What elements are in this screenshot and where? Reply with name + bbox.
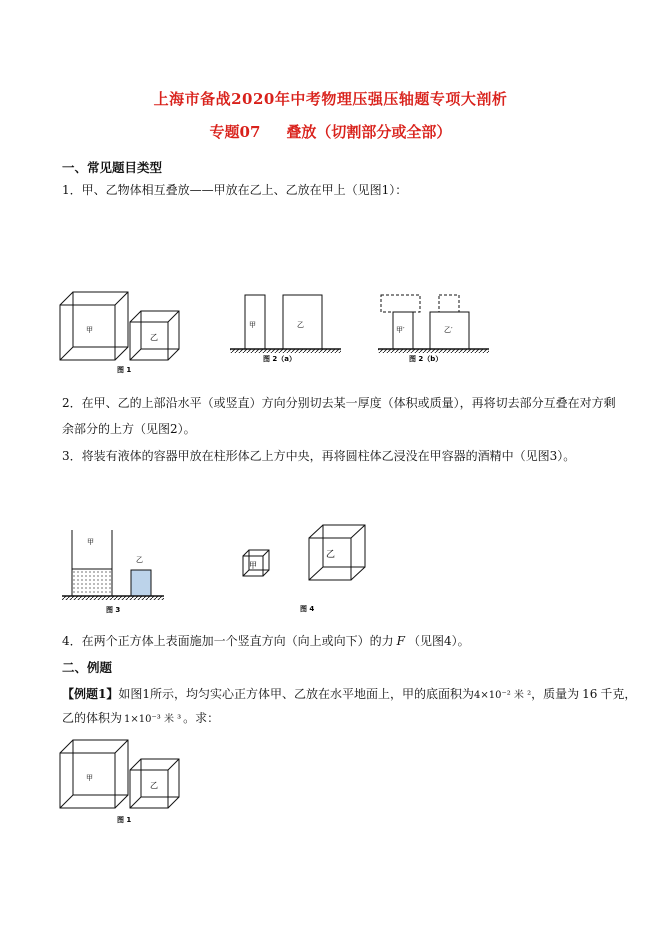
fig1-label-jia: 甲 [86,326,93,334]
fig4-caption: 图 4 [300,605,315,613]
title-line-2 [0,121,661,142]
cylinder-yi-fill [131,570,151,596]
fig3-label-yi: 乙 [136,556,143,564]
topic-number: 专题07 [209,123,261,141]
fig1-caption: 图 1 [117,366,132,374]
force-symbol: F [396,634,405,648]
example-text-a: 如图1所示，均匀实心正方体甲、乙放在水平地面上，甲的底面积为 [118,687,474,701]
fig3-label-jia: 甲 [87,538,94,546]
example-mass: 16 [582,687,598,701]
example-text-b: ，质量为 [531,687,580,701]
fig2b-caption: 图 2（b） [409,355,443,363]
fig2a-label-jia: 甲 [249,321,256,329]
fig2b-label-yi-prime: 乙′ [444,326,453,334]
fig1b-label-yi: 乙 [150,781,158,790]
example-tag: 【例题1】 [62,687,119,701]
fig4-label-jia: 甲 [249,561,257,570]
item-2-line-2: 余部分的上方（见图2）。 [62,422,196,436]
cut-piece-jia [439,295,459,312]
fig1b-caption: 图 1 [117,816,132,824]
example-area: 4×10⁻² 米 ² [474,690,532,701]
fig2b-label-jia-prime: 甲′ [396,326,405,334]
title-line-1: 上海市备战2020年中考物理压强压轴题专项大剖析 [153,90,508,108]
item-4-text: 4．在两个正方体上表面施加一个竖直方向（向上或向下）的力 [62,634,394,648]
item-3: 3．将装有液体的容器甲放在柱形体乙上方中央，再将圆柱体乙浸没在甲容器的酒精中（见图3）。 [62,449,576,463]
ground-hatch-2b [378,349,489,353]
cut-piece-yi [381,295,420,312]
item-1: 1．甲、乙物体相互叠放——甲放在乙上、乙放在甲上（见图1）： [62,183,408,197]
item-4 [62,631,470,651]
figure-1-top [55,288,195,378]
item-4-end: （见图4）。 [407,634,470,648]
section-2-heading: 二、例题 [62,660,113,675]
ground-hatch [230,349,341,353]
figure-3 [60,526,170,616]
fig2a-caption: 图 2（a） [263,355,297,363]
figure-4 [238,522,378,617]
figure-1-bottom [55,736,195,828]
item-2-line-1: 2．在甲、乙的上部沿水平（或竖直）方向分别切去某一厚度（体积或质量），再将切去部分互叠在对方剩 [62,396,616,410]
alcohol-liquid [72,569,112,596]
ground-hatch-3 [62,596,164,600]
figure-2a [228,292,348,372]
section-1-heading: 一、常见题目类型 [62,160,163,175]
fig2a-label-yi: 乙 [297,321,304,329]
example-text-e: 。求： [183,711,220,725]
example-line-1 [62,684,636,706]
example-text-c: 千克， [600,687,637,701]
example-volume: 1×10⁻³ 米 ³ [124,714,182,725]
topic-name: 叠放（切割部分或全部） [286,123,452,141]
fig1-label-yi: 乙 [150,333,158,342]
fig4-label-yi: 乙 [326,550,336,560]
fig1b-label-jia: 甲 [86,774,93,782]
example-text-d: 乙的体积为 [62,711,123,725]
example-line-2 [62,708,219,730]
figure-2b [376,292,496,372]
fig3-caption: 图 3 [106,606,121,614]
